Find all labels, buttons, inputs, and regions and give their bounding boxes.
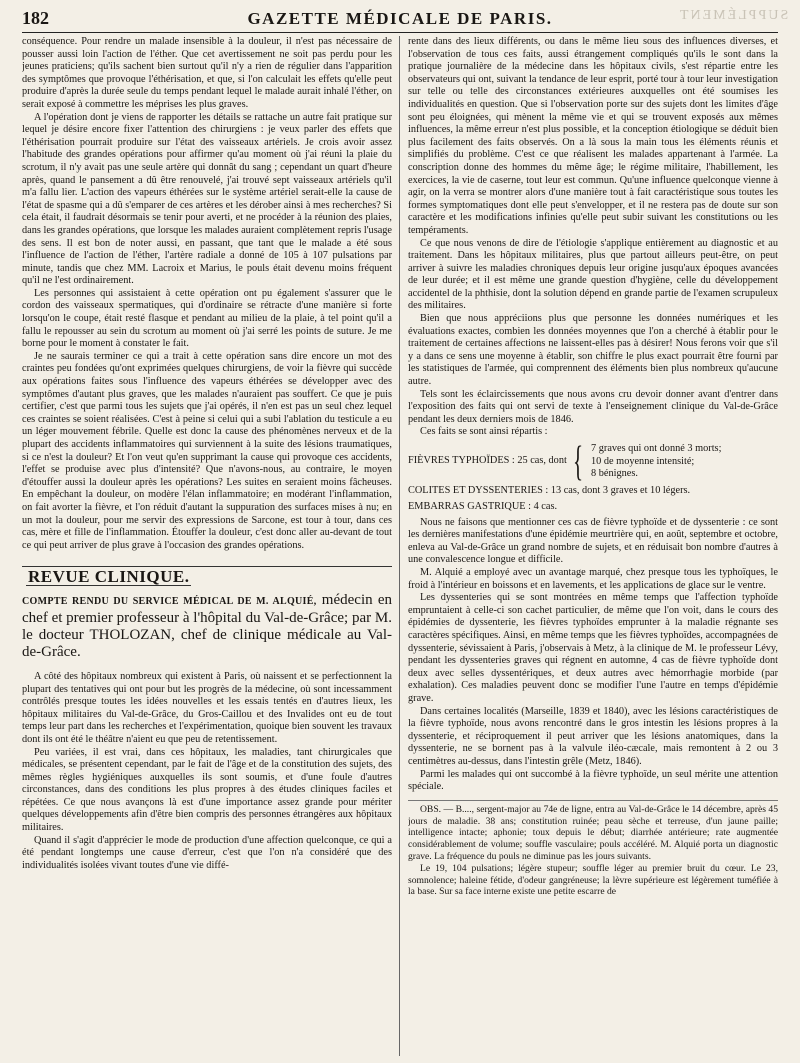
typhoid-lines <box>591 443 721 481</box>
typhoid-line: 10 de moyenne intensité; <box>591 455 695 467</box>
paragraph: Bien que nous appréciions plus que personne les données numériques et les évaluations exactes, combien les données moyennes que l'on a cherché à établir pour le traitement de certaines affections ne laissent-elles pas à désirer! Nous ferons voir que s'il y a dans ce sens une moyenne à établir, son chiffre le plus exact pourrait être fourni par les statistiques de l'armée, qui comprennent des éléments bien plus nombreux qu'aucune autre. <box>408 313 778 388</box>
paragraph: conséquence. Pour rendre un malade insensible à la douleur, il n'est pas nécessaire de pousser aussi loin l'action de l'éther. Que cet avertissement ne soit pas perdu pour les jeunes praticiens; qu'ils sachent bien surtout qu'il n'y a rien de régulier dans l'apparition des symptômes que provoque l'éthérisation, et que, si l'on calculait les effets qu'elle peut produire d'après la durée seule du temps pendant lequel le malade aurait inhalé l'éther, on serait exposé à commettre les méprises les plus graves. <box>22 36 392 110</box>
paragraph: Ce que nous venons de dire de l'étiologie s'applique entièrement au diagnostic et au traitement. Dans les hôpitaux militaires, plus que partout ailleurs peut-être, on peut arriver à suivre les maladies chroniques depuis leur origine jusqu'aux époques avancées de leur durée; et il est même une grande question d'hygiène, celle du développement accidentel de la phthisie, dont la solution dépend en grande partie de l'examen scrupuleux des militaires. <box>408 237 778 312</box>
typhoid-breakdown <box>408 438 778 485</box>
article-heading <box>22 592 392 661</box>
embarras-line: EMBARRAS GASTRIQUE : 4 cas. <box>408 501 558 513</box>
typhoid-line: 8 bénignes. <box>591 468 638 479</box>
section-title: REVUE CLINIQUE. <box>28 567 190 587</box>
paragraph: Quand il s'agit d'apprécier le mode de production d'une affection quelconque, ce qui a été pendant longtemps une cause d'erreur, c'est que l'on n'a considéré que des individualités isolées vivant toutes d'une vie diffé- <box>22 834 392 871</box>
typhoid-line: 7 graves qui ont donné 3 morts; <box>591 443 722 454</box>
paragraph: A l'opération dont je viens de rapporter les détails se rattache un autre fait pratique sur lequel je désire encore fixer l'attention des chirurgiens : je veux parler des effets que l'éthérisation pourrait produire sur l'état des vaisseaux artériels. Je crois avoir assez l'habitude des grandes opérations pour affirmer qu'au moment où j'ai réuni la plaie du scrotum, il n'y avait pas une seule artère qui donnât du sang ; cependant un quart d'heure après, quand le pansement a dû être renouvelé, j'ai trouvé sept vaisseaux artériels qu'il m'a fallu lier. L'action des vapeurs éthérées sur le système artériel serait-elle la cause de l'état de spasme qui a dû s'emparer de ces artères et les dérober ainsi à mes recherches? Si cela était, il faudrait désormais se tenir pour averti, et ne procéder à la réunion des plaies, dans les grandes opérations, que lorsque les malades auraient complètement repris l'usage des sens. Il est bon de noter aussi, en passant, que tant que le malade a été sous l'influence de l'action de l'éther, l'artère radiale a donné de 105 à 107 pulsations par minute, tandis que chez MM. Lacroix et Marius, le pouls était devenu moins fréquent qu'il ne l'est ordinairement. <box>22 111 392 287</box>
paragraph: Ces faits se sont ainsi répartis : <box>420 426 548 438</box>
colites-line: COLITES ET DYSSENTERIES : 13 cas, dont 3 graves et 10 légers. <box>408 484 691 496</box>
paragraph: Tels sont les éclaircissements que nous avons cru devoir donner avant d'entrer dans l'exposition des faits qui ont servi de texte à l'enseignement clinique du Val-de-Grâce pendant les deux derniers mois de 1846. <box>408 388 778 425</box>
paragraph: Dans certaines localités (Marseille, 1839 et 1840), avec les lésions caractéristiques de la fièvre typhoïde, nous avons rencontré dans le gros intestin les lésions propres à la dyssenterie, et réciproquement il peut arriver que les lésions anatomiques, dans la dyssenterie, ne se bornent pas à la valvule iléo-cæcale, mais remontent à 2 ou 3 centimètres au-dessus, dans l'intestin grêle (Metz, 1846). <box>408 705 778 767</box>
newspaper-page <box>22 6 788 1056</box>
paragraph: Les personnes qui assistaient à cette opération ont pu également s'assurer que le cordon des vaisseaux spermatiques, qui d'ordinaire se rétracte d'une manière si forte lorsqu'on le coupe, était resté flasque et pendant au milieu de la plaie, à tel point qu'il a fallu le repousser au sein du scrotum au moment où j'ai serré les points de suture. Je me borne pour le moment à constater le fait. <box>22 287 392 350</box>
bleed-through-text: SUPPLÉMENT <box>677 8 788 23</box>
section-revue-clinique <box>22 566 392 661</box>
columns <box>22 36 778 1056</box>
paragraph: Peu variées, il est vrai, dans ces hôpitaux, les maladies, tant chirurgicales que médicales, se présentent cependant, par le fait de l'âge et de la constitution des sujets, des mêmes règles hygiéniques auxquelles ils sont soumis, et d'une foule d'autres circonstances, dans des conditions les plus propres à des études cliniques faciles et répétées. Ce que nous avançons là est d'une importance assez grande pour mériter quelques développements afin d'être bien compris des personnes étrangères aux hôpitaux militaires. <box>22 746 392 834</box>
article-heading-caps: COMPTE RENDU DU SERVICE MÉDICAL DE M. ALQUIÉ, <box>22 595 317 607</box>
paragraph: Je ne saurais terminer ce qui a trait à cette opération sans dire encore un mot des craintes peu fondées qu'ont exprimées quelques chirurgiens, de voir la fièvre qui succède aux opérations faites sous l'influence des vapeurs éthérées se développer avec des symptômes d'autant plus graves, que les malades n'auraient pas souffert. Ce que je puis certifier, c'est que parmi tous les sujets que j'ai opérés, il n'en est pas un seul chez lequel ces craintes se soient réalisées. C'est à peine si celui qui a subi l'ablation du testicule a eu un léger mouvement fébrile. Quelle est donc la cause des phénomènes nerveux et de la plupart des accidents inflammatoires qui surviennent à la suite des lésions traumatiques, si ce n'est la douleur? Et l'on veut qu'en supprimant la cause qui provoque ces accidents, l'effet se produise avec plus d'intensité? Que n'avons-nous, au contraire, le moyen d'étouffer aussi la douleur après les opérations? Les suites en seraient moins fâcheuses. En empêchant la douleur, on modère l'élan inflammatoire; en modérant l'inflammation, on fait avorter la fièvre, et l'on réduit d'autant la suppuration des surfaces mises à nu; en un mot la douleur, pour me servir des expressions de Sarcone, est tour à tour, dans ces cas, mère et fille de l'inflammation. Étouffer la douleur, c'est donc aller au-devant de tout ce qui peut arriver de plus grave à l'occasion des grandes opérations. <box>22 350 392 551</box>
page-header <box>22 6 788 33</box>
paragraph: rente dans des lieux différents, ou dans le même lieu sous des influences diverses, et l'observation de tous ces faits, aussi étrangement compliqués qu'ils le sont dans la pratique journalière de la médecine dans les hôpitaux civils, s'est répartie entre les observateurs qui ont, suivant la tendance de leur esprit, porté tour à tour leur investigation sur telle ou telle des circonstances extérieures auxquelles ont été soumises les individualités en question. Que si l'observation porte sur des sujets dont les limites d'âge sont peu éloignées, qui mènent la même vie et qui se trouvent exposés aux mêmes influences, la même erreur n'est plus possible, et la conception étiologique se déduit bien plus facilement des faits observés. On a là sous la main tous les éléments réunis et simplifiés du problème. C'est ce que réalisent les malades appartenant à l'armée. La conscription donne des hommes du même âge; le régime militaire, l'habillement, les exercices, la vie de caserne, tout leur est commun. Qu'une influence quelconque vienne à agir, on la verra se montrer alors d'une manière tout à fait caractéristique sous toutes les formes symptomatiques dont elle peut s'envelopper, et il ne restera pas de doute sur son caractère et les modifications infinies qu'elle peut subir suivant les constitutions ou les tempéraments. <box>408 36 778 236</box>
left-column <box>22 36 392 1056</box>
paragraph: Nous ne faisons que mentionner ces cas de fièvre typhoïde et de dyssenterie : ce sont les dernières manifestations d'une épidémie meurtrière qui, en août, septembre et octobre, enleva au Val-de-Grâce un grand nombre de sujets, et en réduisait bon nombre d'autres à une convalescence longue et difficile. <box>408 516 778 566</box>
paragraph: Parmi les malades qui ont succombé à la fièvre typhoïde, un seul mérite une attention spéciale. <box>408 768 778 793</box>
page-number: 182 <box>22 8 49 28</box>
brace-icon: { <box>572 438 583 485</box>
column-divider <box>399 36 400 1056</box>
paragraph: Les dyssenteries qui se sont montrées en même temps que l'affection typhoïde empruntaient à celle-ci son cachet particulier, de même que l'on voit, dans le cours des épidémies de dyssenterie, les fièvres typhoïdes emprunter à la maladie régnante ses caractères spécifiques. Ainsi, en même temps que les fièvres typhoïdes, accompagnées de dyssenterie, sévissaient à Paris, j'observais à Metz, à la clinique de M. le professeur Lévy, pendant les dyssenteries graves qui régnent en automne, 4 cas de fièvre typhoïde dont deux avec selles dyssentériques, et deux autres avec hémorrhagie morbide (par exhalation). Ces maladies peuvent donc se modifier l'une l'autre en temps d'épidémie grave. <box>408 592 778 704</box>
observation-paragraph: Le 19, 104 pulsations; légère stupeur; souffle léger au premier bruit du cœur. Le 23, somnolence; haleine fétide, d'odeur gangréneuse; la lèvre supérieure est légèrement tuméfiée à la base. Sur sa face interne existe une petite escarre de <box>408 862 778 898</box>
observation-block <box>408 800 778 898</box>
paragraph: M. Alquié a employé avec un avantage marqué, chez presque tous les typhoïques, le froid à l'intérieur en boissons et en lavements, et les applications de glace sur le ventre. <box>408 567 778 591</box>
right-column <box>408 36 778 1056</box>
journal-title: GAZETTE MÉDICALE DE PARIS. <box>247 9 553 28</box>
observation-paragraph: OBS. — B...., sergent-major au 74e de ligne, entra au Val-de-Grâce le 14 décembre, après 45 jours de maladie. 38 ans; constitution ruinée; peau sèche et terreuse, d'un jaune paille; intelligence intacte; aphonie; toux depuis le début; diarrhée antérieure; rate augmentée considérablement de volume; souffle vasculaire; pouls accéléré. M. Alquié porta un diagnostic grave. La fréquence du pouls ne diminue pas les jours suivants. <box>408 803 778 862</box>
article-heading-rest: médecin en chef et premier professeur à l'hôpital du Val-de-Grâce; par M. le docteur THOLOZAN, chef de clinique médicale au Val-de-Grâce. <box>22 591 392 660</box>
paragraph: A côté des hôpitaux nombreux qui existent à Paris, où naissent et se perfectionnent la plupart des tentatives qui ont pour but les progrès de la médecine, où sont incessamment contrôlés presque toutes les idées nouvelles et les essais tentés en d'autres lieux, les hôpitaux militaires du Val-de-Grâce, du Gros-Caillou et des Invalides ont eu de tout temps leur part dans les recherches et l'expérimentation, quoique bien souvent les travaux dont ils ont été le théâtre n'aient eu que peu de retentissement. <box>22 670 392 745</box>
typhoid-label: FIÈVRES TYPHOÏDES : 25 cas, dont <box>408 455 567 467</box>
